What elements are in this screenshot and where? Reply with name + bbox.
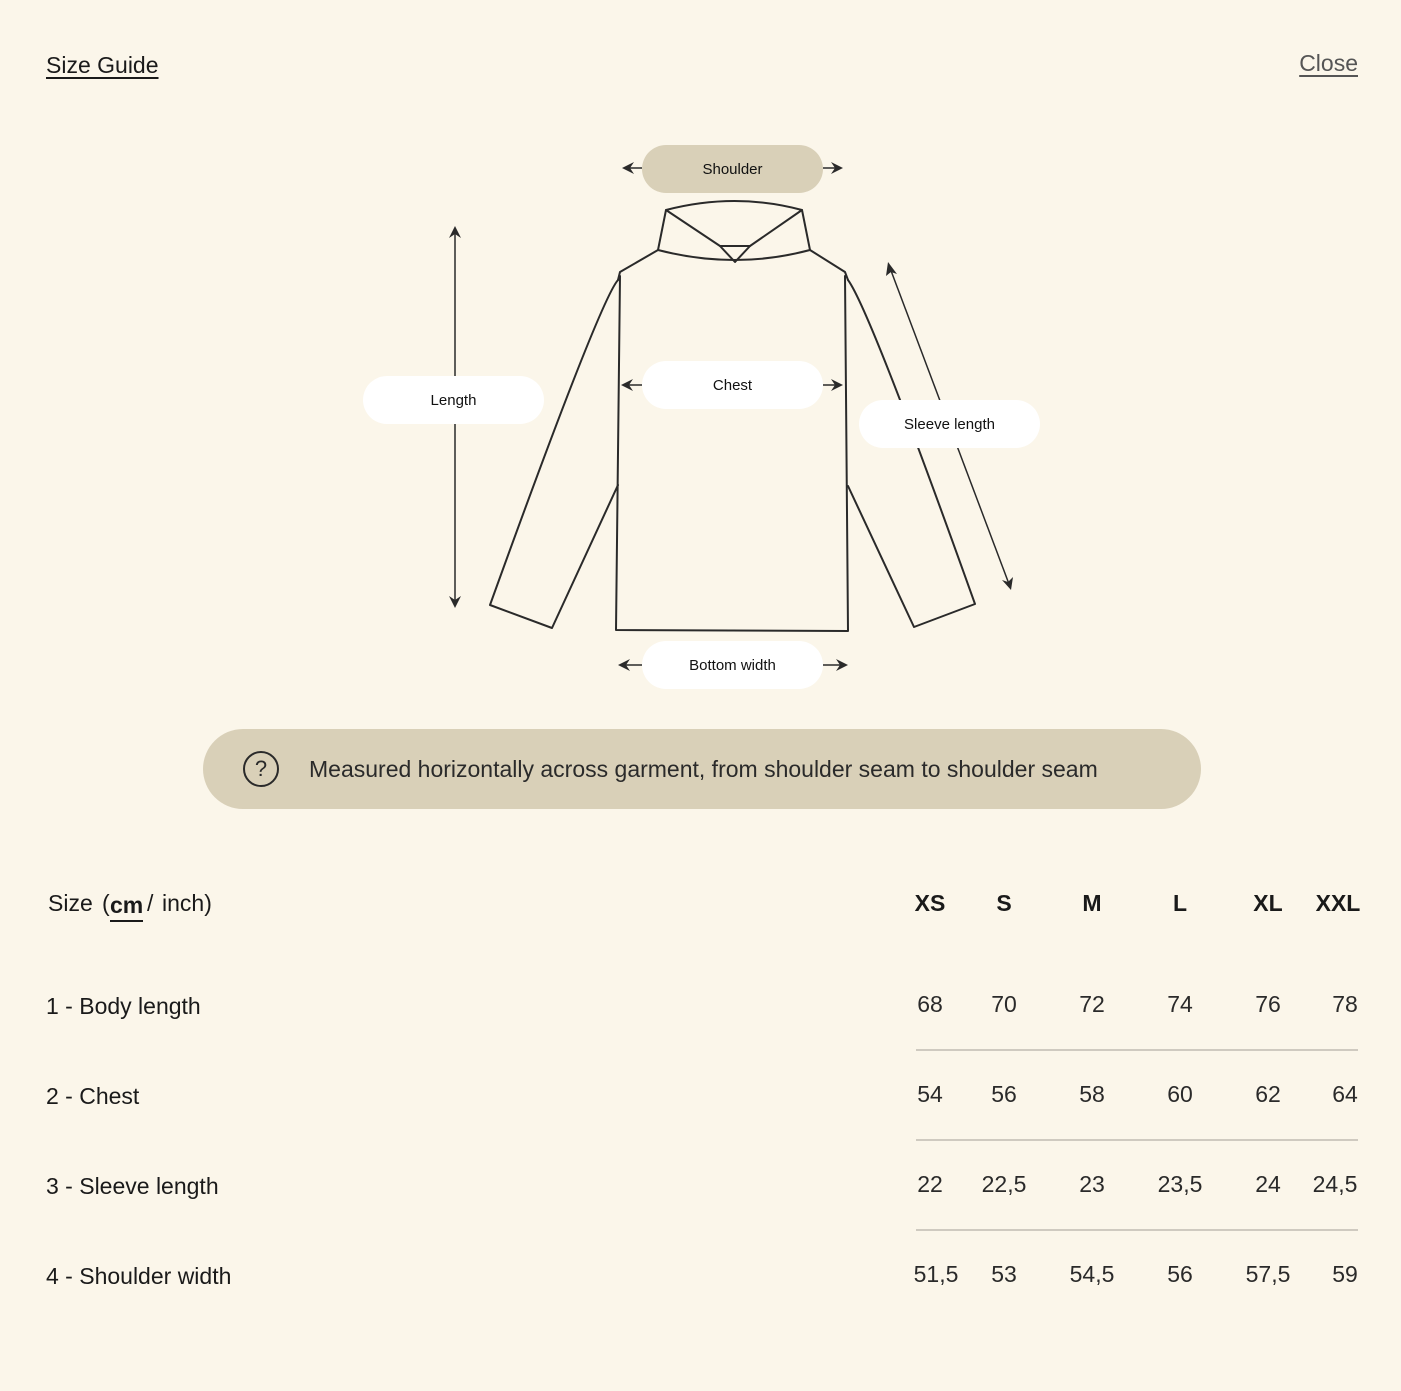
table-cell: 68 xyxy=(917,991,943,1017)
table-cell: 72 xyxy=(1079,991,1105,1017)
hood-outline xyxy=(658,201,810,260)
size-header-xxl: XXL xyxy=(1315,890,1361,916)
table-cell: 60 xyxy=(1167,1081,1193,1107)
size-header-m: M xyxy=(1082,890,1102,916)
unit-inch-toggle[interactable]: inch) xyxy=(162,890,212,916)
body-outline xyxy=(616,276,848,631)
table-cell: 54,5 xyxy=(1069,1261,1115,1287)
table-cell: 70 xyxy=(991,991,1017,1017)
table-cell: 53 xyxy=(991,1261,1017,1287)
size-header-l: L xyxy=(1172,890,1188,916)
table-cell: 57,5 xyxy=(1245,1261,1291,1287)
table-cell: 54 xyxy=(917,1081,943,1107)
table-cell: 24,5 xyxy=(1312,1171,1358,1197)
size-header-s: S xyxy=(996,890,1012,916)
table-cell: 76 xyxy=(1255,991,1281,1017)
table-cell: 51,5 xyxy=(913,1261,959,1287)
unit-paren-open: ( xyxy=(102,890,110,916)
sleeve-length-label-button[interactable]: Sleeve length xyxy=(859,400,1040,448)
right-sleeve-outline xyxy=(848,280,975,627)
row-label-chest: 2 - Chest xyxy=(46,1083,140,1109)
length-label-button[interactable]: Length xyxy=(363,376,544,424)
table-cell: 56 xyxy=(991,1081,1017,1107)
question-circle-icon: ? xyxy=(243,751,279,787)
table-cell: 78 xyxy=(1332,991,1358,1017)
table-cell: 62 xyxy=(1255,1081,1281,1107)
table-cell: 23 xyxy=(1079,1171,1105,1197)
shoulder-label-button[interactable]: Shoulder xyxy=(642,145,823,193)
left-sleeve-outline xyxy=(490,280,618,628)
row-label-sleeve-length: 3 - Sleeve length xyxy=(46,1173,219,1199)
table-cell: 23,5 xyxy=(1157,1171,1203,1197)
row-label-shoulder-width: 4 - Shoulder width xyxy=(46,1263,232,1289)
row-divider xyxy=(916,1139,1358,1141)
table-cell: 56 xyxy=(1167,1261,1193,1287)
table-cell: 24 xyxy=(1255,1171,1281,1197)
size-header-xs: XS xyxy=(914,890,946,916)
table-cell: 58 xyxy=(1079,1081,1105,1107)
size-column-label: Size xyxy=(48,890,93,916)
measurement-info-text: Measured horizontally across garment, from shoulder seam to shoulder seam xyxy=(309,755,1098,782)
size-header-xl: XL xyxy=(1253,890,1283,916)
unit-separator: / xyxy=(147,890,154,916)
table-cell: 59 xyxy=(1332,1261,1358,1287)
table-cell: 74 xyxy=(1167,991,1193,1017)
row-divider xyxy=(916,1049,1358,1051)
unit-cm-toggle[interactable]: cm xyxy=(110,890,143,922)
chest-label-button[interactable]: Chest xyxy=(642,361,823,409)
table-cell: 22,5 xyxy=(981,1171,1027,1197)
bottom-width-label-button[interactable]: Bottom width xyxy=(642,641,823,689)
table-cell: 22 xyxy=(917,1171,943,1197)
page-title[interactable]: Size Guide xyxy=(46,52,159,78)
measurement-info-banner xyxy=(203,729,1201,809)
row-divider xyxy=(916,1229,1358,1231)
close-button[interactable]: Close xyxy=(1299,50,1358,76)
table-cell: 64 xyxy=(1332,1081,1358,1107)
row-label-body-length: 1 - Body length xyxy=(46,993,201,1019)
